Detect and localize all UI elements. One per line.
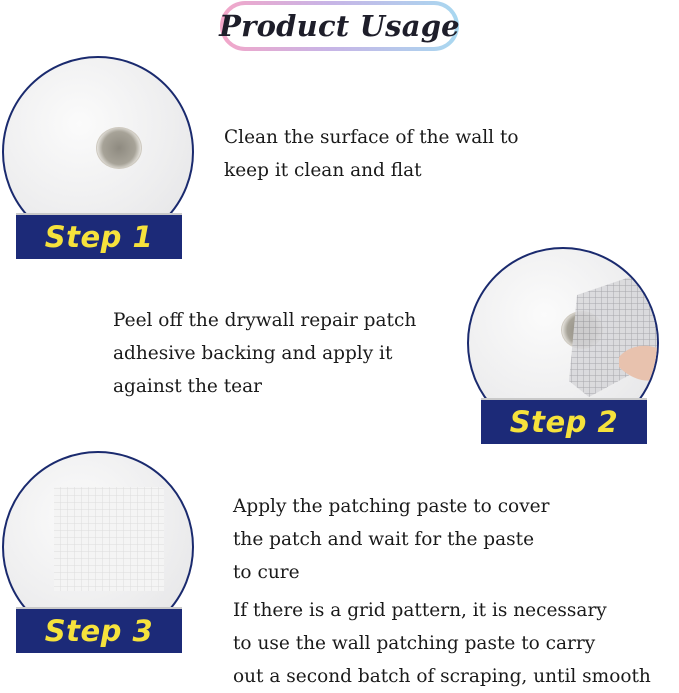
step-3-note-line: If there is a grid pattern, it is necessary	[233, 600, 607, 621]
step-2-line: adhesive backing and apply it	[113, 343, 393, 364]
step-1-line: keep it clean and flat	[224, 160, 422, 181]
step-2-label: Step 2	[509, 405, 619, 439]
step-3-line: the patch and wait for the paste	[233, 529, 535, 550]
step-1-line: Clean the surface of the wall to	[224, 127, 519, 148]
step-2-description	[113, 304, 416, 403]
step-1-badge	[16, 213, 182, 259]
step-2-line: Peel off the drywall repair patch	[113, 310, 417, 331]
step-3-note	[233, 594, 651, 693]
step-3-label: Step 3	[44, 614, 154, 648]
wall-hole-icon	[96, 127, 142, 169]
step-3-line: to cure	[233, 562, 300, 583]
step-2-line: against the tear	[113, 376, 262, 397]
step-3-note-line: to use the wall patching paste to carry	[233, 633, 596, 654]
step-3-note-line: out a second batch of scraping, until smooth	[233, 666, 651, 687]
step-3-description	[233, 490, 549, 589]
step-3-line: Apply the patching paste to cover	[233, 496, 550, 517]
title-banner-inner	[219, 5, 460, 47]
title-banner	[220, 1, 459, 51]
step-1-description	[224, 121, 519, 187]
step-2-badge	[481, 398, 647, 444]
page-title: Product Usage	[219, 9, 460, 43]
step-1-label: Step 1	[44, 220, 154, 254]
step-3-badge	[16, 607, 182, 653]
